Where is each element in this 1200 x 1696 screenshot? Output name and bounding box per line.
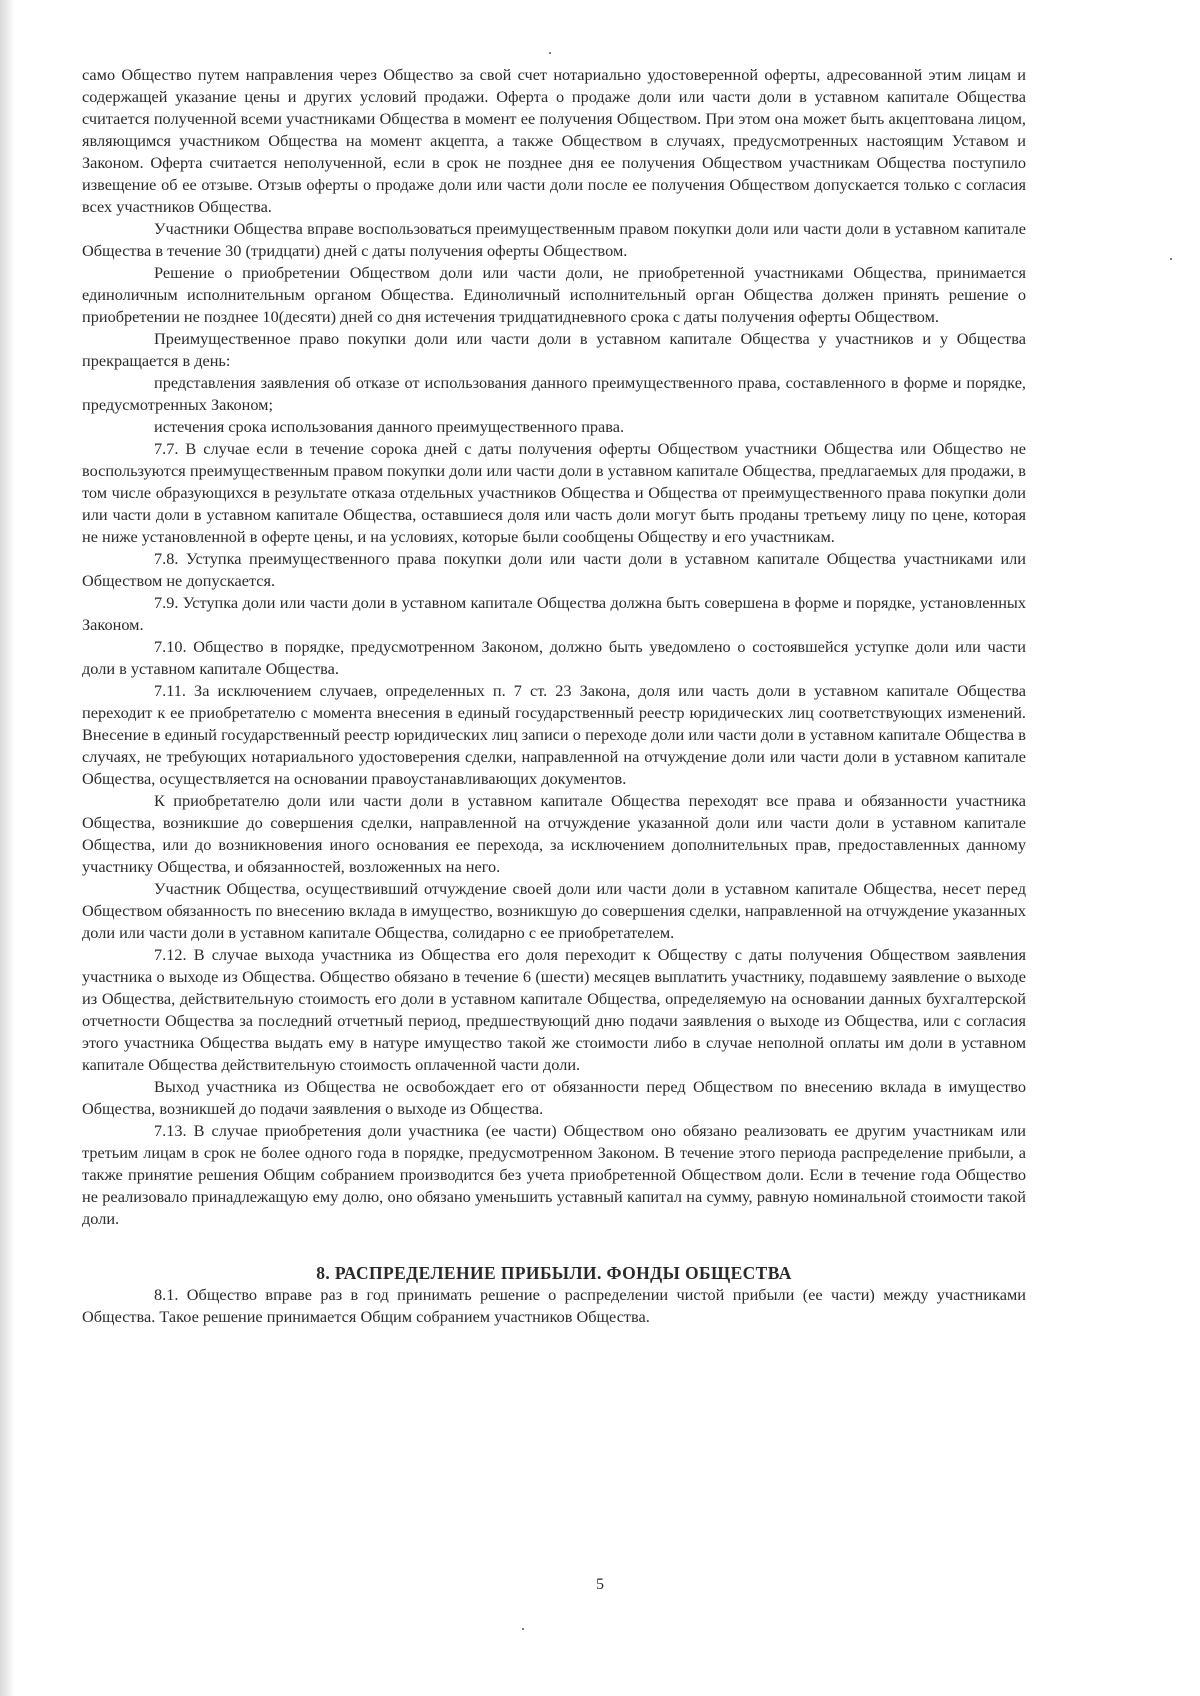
page-number: 5 — [596, 1576, 604, 1593]
paragraph: истечения срока использования данного преимущественного права. — [154, 417, 625, 436]
document-body — [82, 64, 1026, 1230]
paragraph: 7.7. В случае если в течение сорока дней с даты получения оферты Обществом участники Общества или Общество не воспользуются преимущественным правом покупки доли или части доли в уставном капитале Общества, предлагаемых для продажи, в том числе образующихся в результате отказа отдельных участников Общества и Общества от преимущественного права покупки доли или части доли в уставном капитале Общества, оставшиеся доля или часть доли могут быть проданы третьему лицу по цене, которая не ниже установленной в оферте цены, и на условиях, которые были сообщены Обществу и его участникам. — [82, 439, 1026, 546]
paragraph: Участник Общества, осуществивший отчуждение своей доли или части доли в уставном капитале Общества, несет перед Обществом обязанность по внесению вклада в имущество, возникшую до совершения сделки, направленной на отчуждение указанных доли или части доли в уставном капитале Общества, солидарно с ее приобретателем. — [82, 879, 1026, 942]
document-page — [82, 64, 1026, 1328]
paragraph: Решение о приобретении Обществом доли или части доли, не приобретенной участниками Общества, принимается единоличным исполнительным органом Общества. Единоличный исполнительный орган Общества должен принять решение о приобретении не позднее 10(десяти) дней со дня истечения тридцатидневного срока с даты получения оферты Обществом. — [82, 263, 1026, 326]
paragraph: 7.11. За исключением случаев, определенных п. 7 ст. 23 Закона, доля или часть доли в уставном капитале Общества переходит к ее приобретателю с момента внесения в единый государственный реестр юридических лиц соответствующих изменений. Внесение в единый государственный реестр юридических лиц записи о переходе доли или части доли в уставном капитале Общества в случаях, не требующих нотариального удостоверения сделки, направленной на отчуждение доли или части доли в уставном капитале Общества, осуществляется на основании правоустанавливающих документов. — [82, 681, 1026, 788]
scan-speck — [1170, 258, 1172, 260]
scan-speck — [522, 1628, 524, 1630]
section-body — [82, 1284, 1026, 1328]
paragraph: 7.12. В случае выхода участника из Общества его доля переходит к Обществу с даты получения Обществом заявления участника о выходе из Общества. Общество обязано в течение 6 (шести) месяцев выплатить участнику, подавшему заявление о выходе из Общества, действительную стоимость его доли в уставном капитале Общества, определяемую на основании данных бухгалтерской отчетности Общества за последний отчетный период, предшествующий дню подачи заявления о выходе из Общества, или с согласия этого участника Общества выдать ему в натуре имущество такой же стоимости либо в случае неполной оплаты им доли в уставном капитале Общества действительную стоимость оплаченной части доли. — [82, 945, 1026, 1074]
paragraph: 7.10. Общество в порядке, предусмотренном Законом, должно быть уведомлено о состоявшейся уступке доли или части доли в уставном капитале Общества. — [82, 637, 1026, 678]
paragraph: представления заявления об отказе от использования данного преимущественного права, составленного в форме и порядке, предусмотренных Законом; — [82, 373, 1026, 414]
scan-left-edge — [0, 0, 14, 1696]
paragraph: Участники Общества вправе воспользоваться преимущественным правом покупки доли или части доли в уставном капитале Общества в течение 30 (тридцати) дней с даты получения оферты Обществом. — [82, 219, 1026, 260]
scan-speck — [549, 52, 551, 54]
section-heading: 8. РАСПРЕДЕЛЕНИЕ ПРИБЫЛИ. ФОНДЫ ОБЩЕСТВА — [316, 1263, 792, 1283]
paragraph: Преимущественное право покупки доли или части доли в уставном капитале Общества у участников и у Общества прекращается в день: — [82, 329, 1026, 370]
paragraph: само Общество путем направления через Общество за свой счет нотариально удостоверенной оферты, адресованной этим лицам и содержащей указание цены и других условий продажи. Оферта о продаже доли или части доли в уставном капитале Общества считается полученной всеми участниками Общества в момент ее получения Обществом. При этом она может быть акцептована лицом, являющимся участником Общества на момент акцепта, а также Обществом в случаях, предусмотренных настоящим Уставом и Законом. Оферта считается неполученной, если в срок не позднее дня ее получения Обществом участникам Общества поступило извещение об ее отзыве. Отзыв оферты о продаже доли или части доли после ее получения Обществом допускается только с согласия всех участников Общества. — [82, 65, 1026, 216]
paragraph: Выход участника из Общества не освобождает его от обязанности перед Обществом по внесению вклада в имущество Общества, возникшей до подачи заявления о выходе из Общества. — [82, 1077, 1026, 1118]
paragraph: К приобретателю доли или части доли в уставном капитале Общества переходят все права и обязанности участника Общества, возникшие до совершения сделки, направленной на отчуждение указанной доли или части доли в уставном капитале Общества, или до возникновения иного основания ее перехода, за исключением дополнительных прав, предоставленных данному участнику Общества, и обязанностей, возложенных на него. — [82, 791, 1026, 876]
paragraph: 8.1. Общество вправе раз в год принимать решение о распределении чистой прибыли (ее части) между участниками Общества. Такое решение принимается Общим собранием участников Общества. — [82, 1285, 1026, 1326]
paragraph: 7.13. В случае приобретения доли участника (ее части) Обществом оно обязано реализовать ее другим участникам или третьим лицам в срок не более одного года в порядке, предусмотренном Законом. В течение этого периода распределение прибыли, а также принятие решения Общим собранием производится без учета приобретенной Обществом доли. Если в течение года Общество не реализовало принадлежащую ему долю, оно обязано уменьшить уставный капитал на сумму, равную номинальной стоимости такой доли. — [82, 1121, 1026, 1228]
paragraph: 7.8. Уступка преимущественного права покупки доли или части доли в уставном капитале Общества участниками или Обществом не допускается. — [82, 549, 1026, 590]
paragraph: 7.9. Уступка доли или части доли в уставном капитале Общества должна быть совершена в форме и порядке, установленных Законом. — [82, 593, 1026, 634]
